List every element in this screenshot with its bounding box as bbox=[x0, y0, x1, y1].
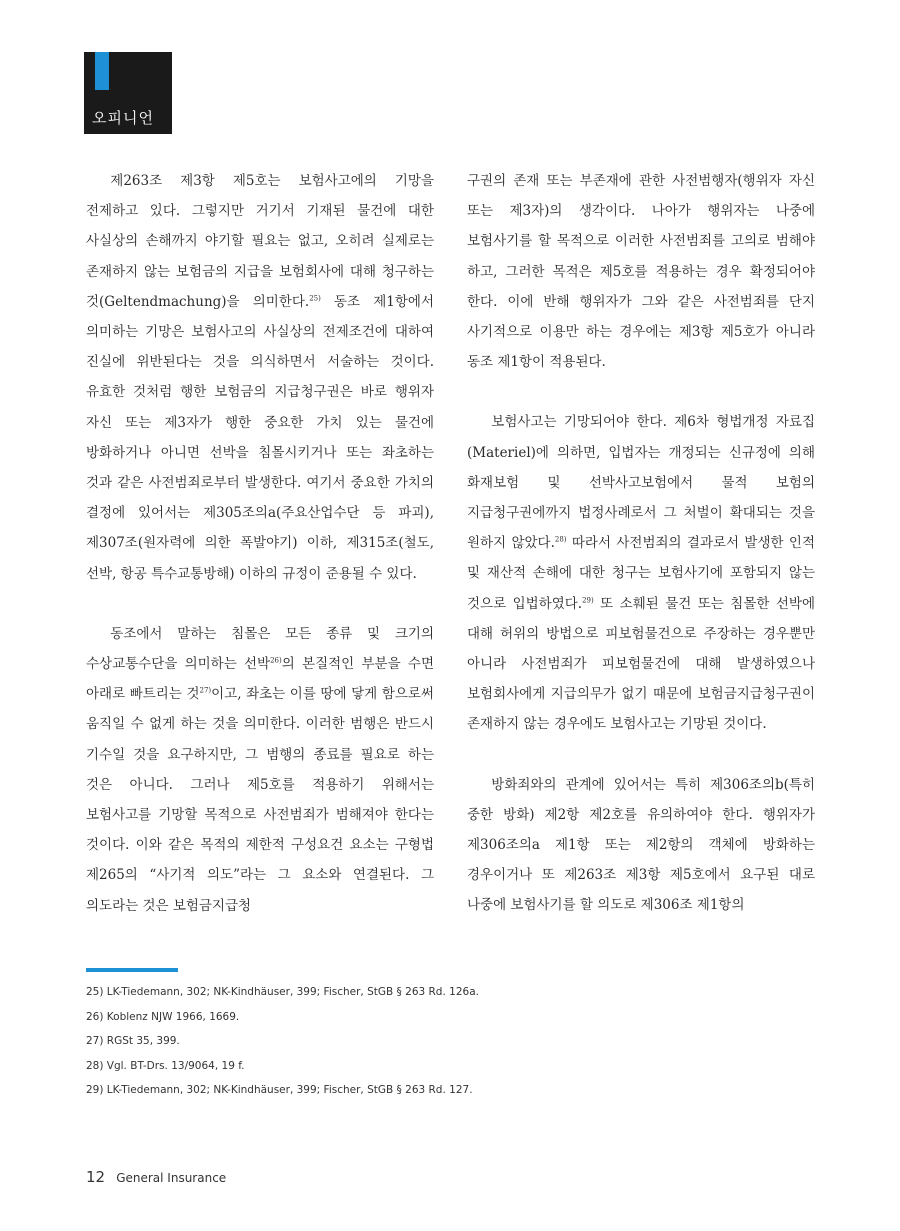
paragraph bbox=[86, 619, 434, 921]
footnote-ref: 27) bbox=[199, 686, 212, 695]
paragraph-text: 제263조 제3항 제5호는 보험사고에의 기망을 전제하고 있다. 그렇지만 거기서 기재된 물건에 대한 사실상의 손해까지 야기할 필요는 없고, 오히려 실제로는 존재하지 않는 보험금의 지급을 보험회사에 대해 청구하는 것(Geltendmachung)을 의미한다. bbox=[86, 173, 434, 310]
paragraph-text: 보험사고는 기망되어야 한다. 제6차 형법개정 자료집(Materiel)에 의하면, 입법자는 개정되는 신규정에 의해 화재보험 및 선박사고보험에서 물적 보험의 지급청구권에까지 법정사례로서 그 처벌이 확대되는 것을 원하지 않았다. bbox=[467, 414, 815, 552]
section-badge bbox=[84, 52, 172, 134]
footnote-ref: 25) bbox=[309, 294, 321, 303]
paragraph-text: 따라서 사전범죄의 결과로서 발생한 인적 및 재산적 손해에 대한 청구는 보험사기에 포함되지 않는 것으로 입법하였다. bbox=[467, 535, 815, 612]
paragraph-text: 동조 제1항에서 의미하는 기망은 보험사고의 사실상의 전제조건에 대하여 진실에 위반된다는 것을 의식하면서 서술하는 것이다. 유효한 것처럼 행한 보험금의 지급청구권은 바로 행위자 자신 또는 제3자가 행한 중요한 가치 있는 물건에 방화하거나 아니면 선박을 침몰시키거나 또는 좌초하는 것과 같은 사전범죄로부터 발생한다. 여기서 중요한 가치의 결정에 있어서는 제305조의a(주요산업수단 등 파괴), 제307조(원자력에 의한 폭발야기) 이하, 제315조(철도, 선박, 항공 특수교통방해) 이하의 규정이 준용될 수 있다. bbox=[86, 293, 435, 582]
paragraph bbox=[86, 166, 434, 589]
footnote-ref: 26) bbox=[270, 656, 282, 665]
left-column bbox=[86, 166, 434, 951]
footnote-divider bbox=[86, 968, 178, 972]
paragraph bbox=[467, 407, 815, 739]
footnote: 26) Koblenz NJW 1966, 1669. bbox=[86, 1010, 240, 1023]
footnote: 25) LK-Tiedemann, 302; NK-Kindhäuser, 399; Fischer, StGB § 263 Rd. 126a. bbox=[86, 986, 479, 998]
paragraph-text: 의 본질적인 부분을 수면 아래로 빠트리는 것 bbox=[86, 656, 434, 703]
footnote: 28) Vgl. BT-Drs. 13/9064, 19 f. bbox=[86, 1059, 245, 1072]
paragraph-text: 또 소훼된 물건 또는 침몰한 선박에 대해 허위의 방법으로 피보험물건으로 주장하는 경우뿐만 아니라 사전범죄가 피보험물건에 대해 발생하였으나 보험회사에게 지급의무가 없기 때문에 보험금지급청구권이 존재하지 않는 경우에도 보험사고는 기망된 것이다. bbox=[467, 595, 815, 733]
magazine-name: General Insurance bbox=[116, 1171, 227, 1185]
paragraph: 구권의 존재 또는 부존재에 관한 사전범행자(행위자 자신 또는 제3자)의 생각이다. 나아가 행위자는 나중에 보험사기를 할 목적으로 이러한 사전범죄를 고의로 범해야 하고, 그러한 목적은 제5호를 적용하는 경우 확정되어야 한다. 이에 반해 행위자가 그와 같은 사전범죄를 단지 사기적으로 이용만 하는 경우에는 제3항 제5호가 아니라 동조 제1항이 적용된다. bbox=[467, 173, 815, 371]
paragraph-text: 동조에서 말하는 침몰은 모든 종류 및 크기의 수상교통수단을 의미하는 선박 bbox=[86, 625, 434, 673]
footnote: 27) RGSt 35, 399. bbox=[86, 1035, 180, 1047]
footnote: 29) LK-Tiedemann, 302; NK-Kindhäuser, 399; Fischer, StGB § 263 Rd. 127. bbox=[86, 1084, 473, 1096]
paragraph: 방화죄와의 관계에 있어서는 특히 제306조의b(특히 중한 방화) 제2항 제2호를 유의하여야 한다. 행위자가 제306조의a 제1항 또는 제2항의 객체에 방화하는 경우이거나 또 제263조 제3항 제5호에서 요구된 대로 나중에 보험사기를 할 의도로 제306조 제1항의 bbox=[467, 776, 815, 914]
paragraph-text: 이고, 좌초는 이를 땅에 닿게 함으로써 움직일 수 없게 하는 것을 의미한다. 이러한 범행은 반드시 기수일 것을 요구하지만, 그 범행의 종료를 필요로 하는 것은 아니다. 그러나 제5호를 적용하기 위해서는 보험사고를 기망할 목적으로 사전범죄가 범해져야 한다는 것이다. 이와 같은 목적의 제한적 구성요건 요소는 구형법 제265의 “사기적 의도”라는 그 요소와 연결된다. 그 의도라는 것은 보험금지급청 bbox=[86, 686, 434, 914]
footnote-list bbox=[86, 982, 806, 1105]
section-label: 오피니언 bbox=[92, 109, 154, 127]
right-column bbox=[467, 166, 815, 951]
page-number: 12 bbox=[86, 1168, 106, 1186]
badge-accent-bar bbox=[95, 52, 109, 90]
page-footer bbox=[86, 1167, 226, 1186]
footnote-ref: 29) bbox=[582, 596, 594, 605]
footnote-ref: 28) bbox=[554, 535, 567, 544]
